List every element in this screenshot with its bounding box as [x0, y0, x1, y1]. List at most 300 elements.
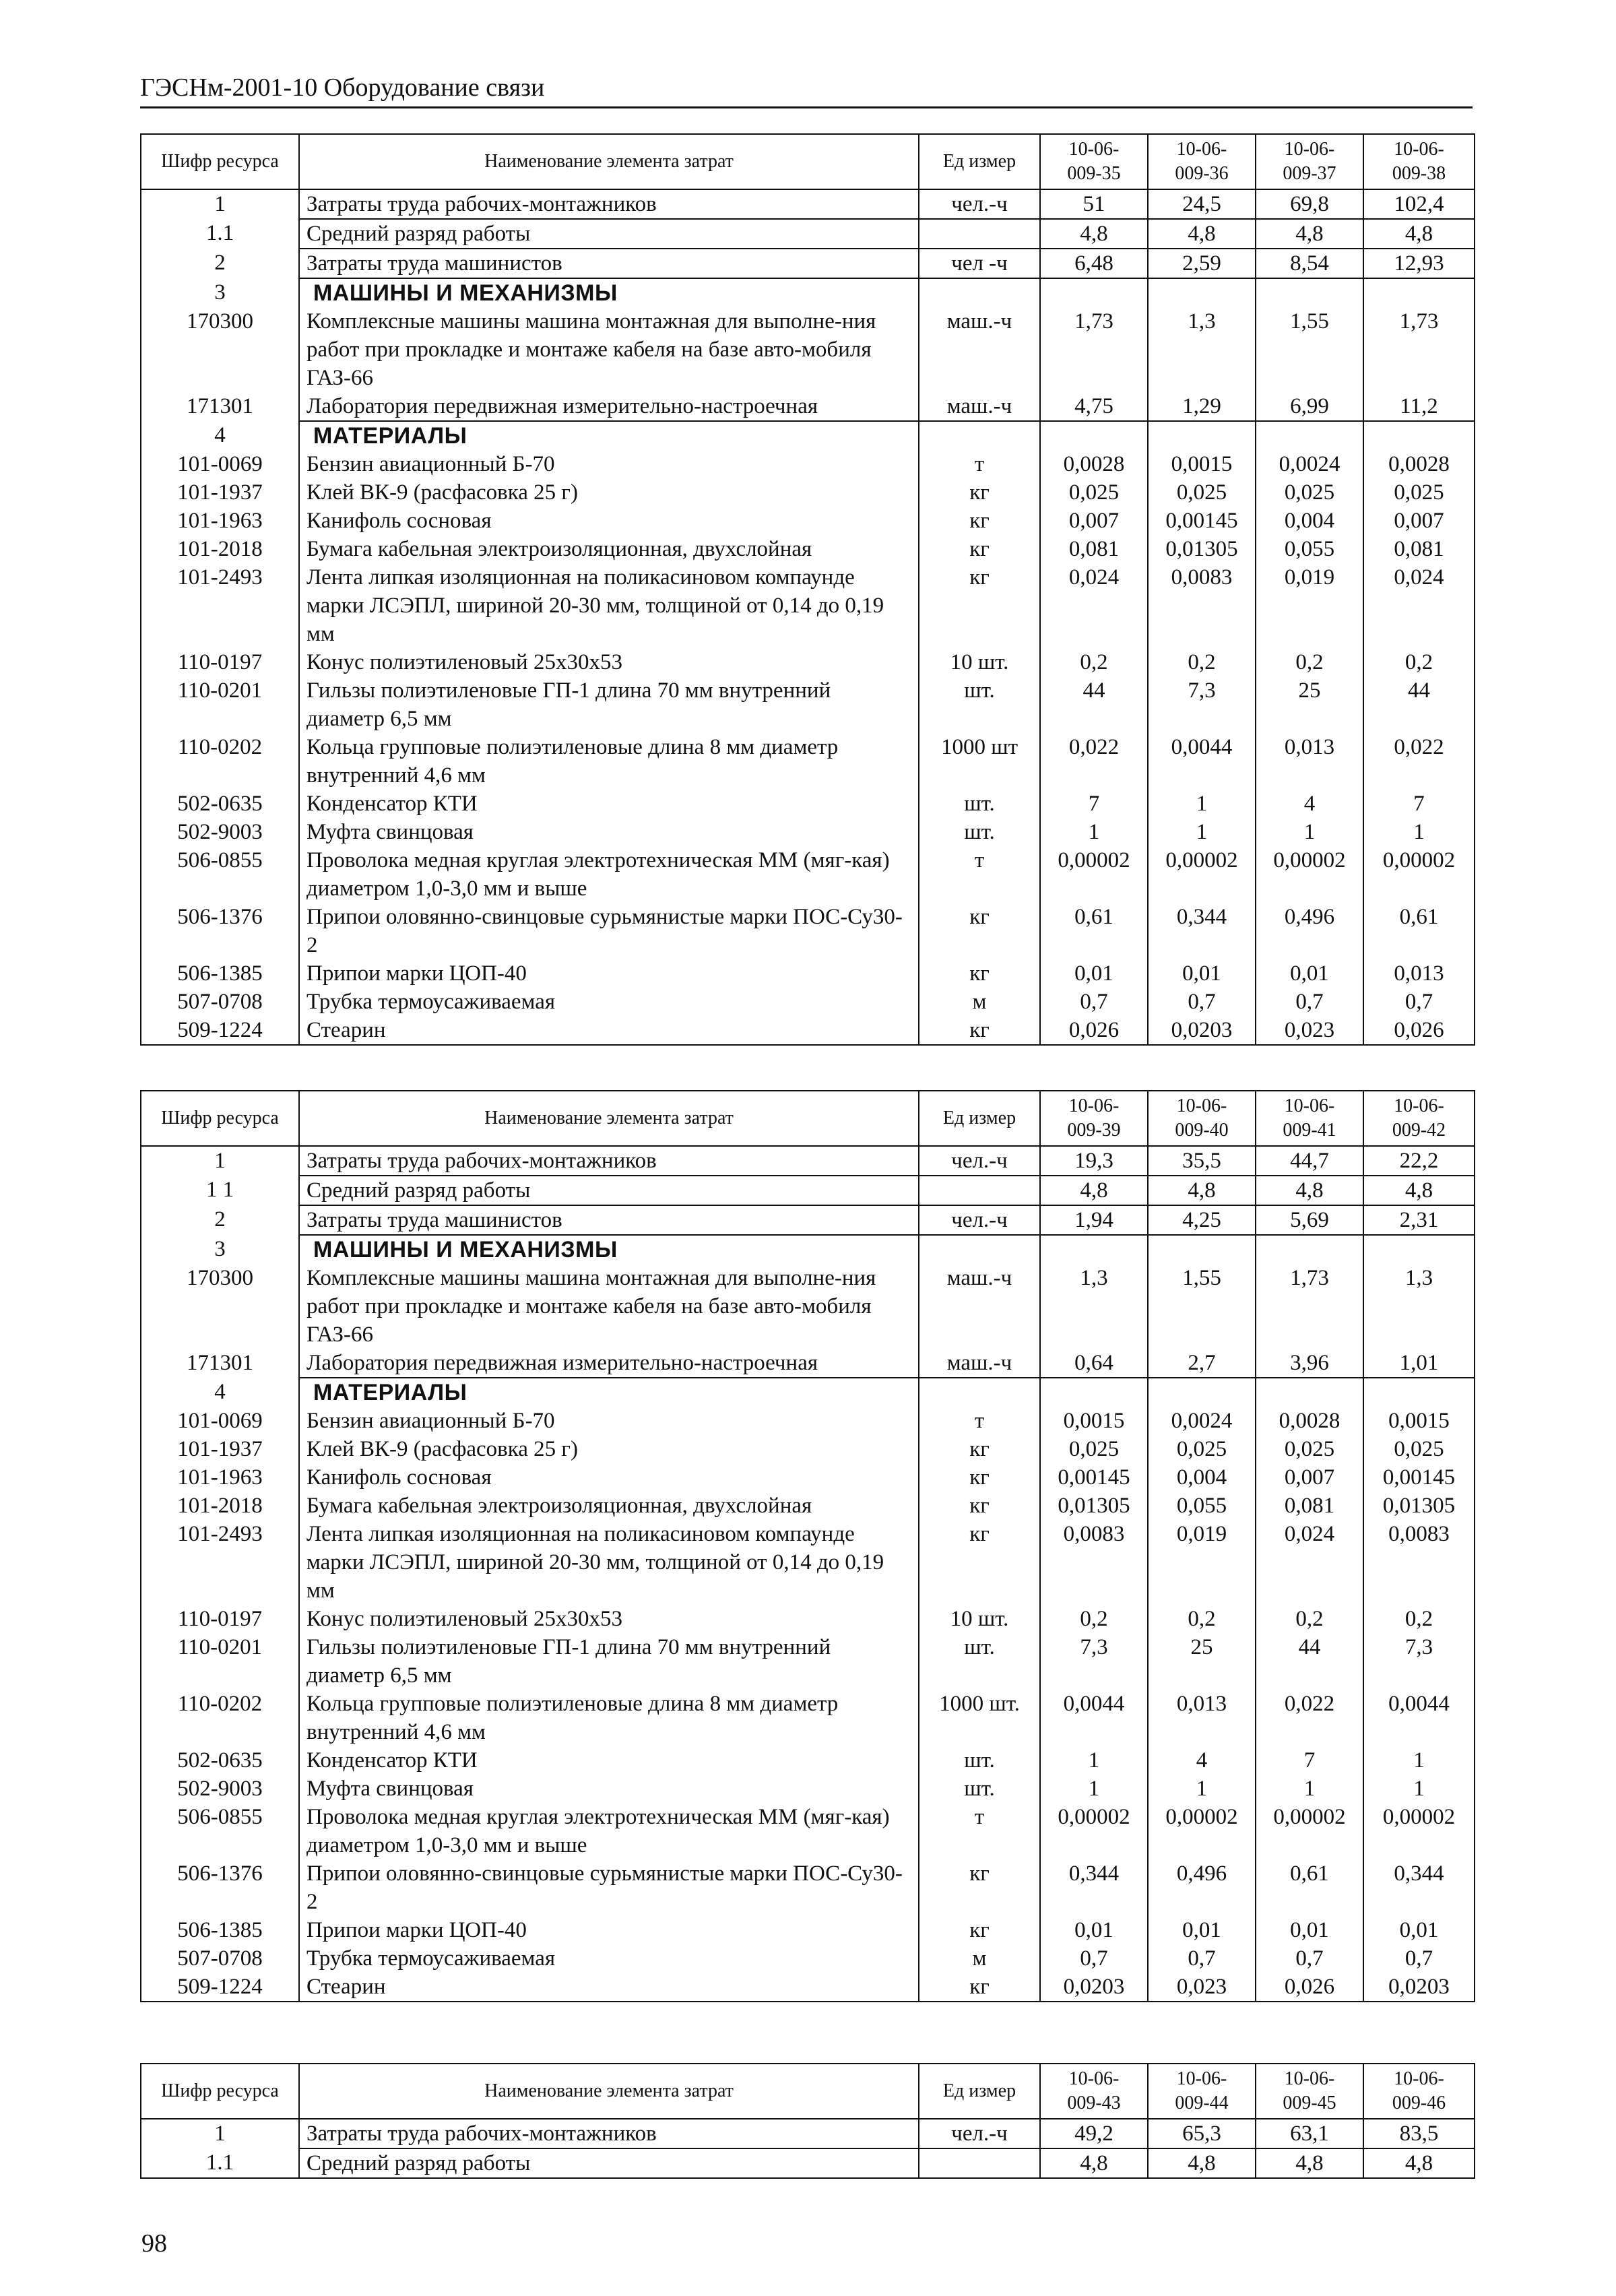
norm-value: 1 — [1256, 1775, 1363, 1803]
norm-value: 1,94 — [1040, 1205, 1148, 1235]
norm-value: 65,3 — [1148, 2119, 1256, 2148]
header-norm-code: 10-06- 009-36 — [1148, 134, 1256, 189]
header-code: Шифр ресурса — [141, 134, 299, 189]
norm-value — [1256, 1378, 1363, 1407]
norm-value: 1 — [1148, 790, 1256, 818]
table-row — [141, 1633, 1475, 1690]
section-row — [141, 278, 1475, 307]
page-header-title: ГЭСНм-2001-10 Оборудование связи — [140, 73, 545, 102]
resource-code: 101-1937 — [141, 1435, 299, 1463]
norm-value — [1148, 278, 1256, 307]
table-row — [141, 307, 1475, 392]
table-row — [141, 1463, 1475, 1492]
norm-value: 1 — [1148, 1775, 1256, 1803]
norm-value: 1,01 — [1363, 1349, 1475, 1378]
norm-value: 1,73 — [1256, 1264, 1363, 1349]
norm-value: 1 — [1040, 1775, 1148, 1803]
norm-value: 0,0083 — [1148, 563, 1256, 648]
unit-of-measure: т — [919, 1407, 1040, 1435]
norm-value: 0,00002 — [1040, 1803, 1148, 1859]
resource-name: Канифоль сосновая — [299, 1463, 919, 1492]
table-row — [141, 1492, 1475, 1520]
resource-name: Проволока медная круглая электротехническая ММ (мяг-кая) диаметром 1,0-3,0 мм и выше — [299, 846, 919, 903]
norm-value: 51 — [1040, 189, 1148, 219]
norm-value: 4,8 — [1363, 219, 1475, 249]
resource-code: 506-1385 — [141, 1916, 299, 1944]
norm-value: 4,8 — [1363, 2148, 1475, 2178]
table-row — [141, 648, 1475, 676]
norm-value: 49,2 — [1040, 2119, 1148, 2148]
norm-value: 0,013 — [1148, 1690, 1256, 1746]
table-row — [141, 507, 1475, 535]
norm-value: 0,0028 — [1040, 450, 1148, 478]
norm-value: 0,013 — [1256, 733, 1363, 790]
norm-value: 8,54 — [1256, 249, 1363, 278]
table-row — [141, 563, 1475, 648]
unit-of-measure: чел.-ч — [919, 2119, 1040, 2148]
header-norm-code: 10-06- 009-42 — [1363, 1091, 1475, 1146]
norm-value: 4,8 — [1040, 2148, 1148, 2178]
table-row — [141, 1205, 1475, 1235]
norm-value — [1256, 421, 1363, 450]
norm-value: 0,025 — [1040, 1435, 1148, 1463]
header-norm-code: 10-06- 009-44 — [1148, 2064, 1256, 2119]
resource-name: Припои марки ЦОП-40 — [299, 1916, 919, 1944]
unit-of-measure: маш.-ч — [919, 392, 1040, 421]
resource-name: МАШИНЫ И МЕХАНИЗМЫ — [299, 278, 919, 307]
resource-name: Припои оловянно-свинцовые сурьмянистые марки ПОС-Су30-2 — [299, 1859, 919, 1916]
resource-name: Бумага кабельная электроизоляционная, двухслойная — [299, 535, 919, 563]
table-row — [141, 733, 1475, 790]
resource-code: 101-1963 — [141, 507, 299, 535]
resource-code: 506-1376 — [141, 1859, 299, 1916]
norm-value: 1 — [1256, 818, 1363, 846]
norm-value: 0,025 — [1040, 478, 1148, 507]
resource-code: 1 — [141, 189, 299, 219]
norm-value: 0,7 — [1363, 988, 1475, 1016]
resource-code: 110-0197 — [141, 648, 299, 676]
norm-value: 1,3 — [1363, 1264, 1475, 1349]
norm-value — [1040, 1378, 1148, 1407]
norm-value: 0,0024 — [1256, 450, 1363, 478]
resource-name: Лента липкая изоляционная на поликасиновом компаунде марки ЛСЭПЛ, шириной 20-30 мм, толщиной от 0,14 до 0,19 мм — [299, 1520, 919, 1605]
table-header-row — [141, 1091, 1475, 1146]
norm-value: 0,013 — [1363, 959, 1475, 988]
norm-value: 24,5 — [1148, 189, 1256, 219]
table-row — [141, 1916, 1475, 1944]
resource-name: Конус полиэтиленовый 25х30х53 — [299, 648, 919, 676]
table-row — [141, 219, 1475, 249]
norm-value: 0,022 — [1040, 733, 1148, 790]
norm-value: 0,2 — [1256, 648, 1363, 676]
table-header-row — [141, 134, 1475, 189]
norm-value: 1 — [1363, 1775, 1475, 1803]
norm-value: 0,0015 — [1040, 1407, 1148, 1435]
norm-value: 0,00002 — [1148, 846, 1256, 903]
norm-value: 0,01 — [1148, 959, 1256, 988]
resource-code: 101-1963 — [141, 1463, 299, 1492]
resource-code: 170300 — [141, 307, 299, 392]
norm-value: 0,025 — [1256, 478, 1363, 507]
table-row — [141, 959, 1475, 988]
resource-code: 502-9003 — [141, 818, 299, 846]
unit-of-measure: чел -ч — [919, 249, 1040, 278]
norm-value: 44 — [1040, 676, 1148, 733]
norm-value: 5,69 — [1256, 1205, 1363, 1235]
header-rule — [140, 106, 1473, 108]
norm-value: 0,01 — [1363, 1916, 1475, 1944]
unit-of-measure: кг — [919, 1859, 1040, 1916]
norm-value: 0,00002 — [1256, 846, 1363, 903]
unit-of-measure: шт. — [919, 1746, 1040, 1775]
norm-value: 0,64 — [1040, 1349, 1148, 1378]
norm-value: 1,73 — [1363, 307, 1475, 392]
resource-code: 3 — [141, 1235, 299, 1264]
norm-value: 0,2 — [1363, 1605, 1475, 1633]
header-norm-code: 10-06- 009-46 — [1363, 2064, 1475, 2119]
norm-value: 4 — [1256, 790, 1363, 818]
norm-value: 0,01 — [1256, 959, 1363, 988]
header-name: Наименование элемента затрат — [299, 1091, 919, 1146]
resource-name: Затраты труда рабочих-монтажников — [299, 1146, 919, 1176]
norm-value: 7,3 — [1148, 676, 1256, 733]
resource-name: Бумага кабельная электроизоляционная, двухслойная — [299, 1492, 919, 1520]
unit-of-measure: кг — [919, 507, 1040, 535]
norm-value: 25 — [1148, 1633, 1256, 1690]
unit-of-measure — [919, 278, 1040, 307]
norm-value: 19,3 — [1040, 1146, 1148, 1176]
unit-of-measure: 10 шт. — [919, 1605, 1040, 1633]
norm-value: 0,022 — [1256, 1690, 1363, 1746]
unit-of-measure — [919, 1176, 1040, 1205]
norm-value: 0,0028 — [1363, 450, 1475, 478]
section-row — [141, 421, 1475, 450]
resource-name: Комплексные машины машина монтажная для выполне-ния работ при прокладке и монтаже кабеля на базе авто-мобиля ГАЗ-66 — [299, 307, 919, 392]
norm-value: 1 — [1148, 818, 1256, 846]
header-name: Наименование элемента затрат — [299, 134, 919, 189]
unit-of-measure: кг — [919, 1463, 1040, 1492]
norm-value: 0,0024 — [1148, 1407, 1256, 1435]
table-row — [141, 1146, 1475, 1176]
norm-value: 0,0044 — [1148, 733, 1256, 790]
resource-name: МАТЕРИАЛЫ — [299, 421, 919, 450]
norm-value: 22,2 — [1363, 1146, 1475, 1176]
norm-value: 0,023 — [1256, 1016, 1363, 1045]
resource-name: Канифоль сосновая — [299, 507, 919, 535]
resource-code: 506-1385 — [141, 959, 299, 988]
table-row — [141, 903, 1475, 959]
resource-code: 101-2018 — [141, 1492, 299, 1520]
unit-of-measure: шт. — [919, 1775, 1040, 1803]
norm-value: 1 — [1363, 1746, 1475, 1775]
resource-name: Комплексные машины машина монтажная для выполне-ния работ при прокладке и монтаже кабеля на базе авто-мобиля ГАЗ-66 — [299, 1264, 919, 1349]
header-norm-code: 10-06- 009-35 — [1040, 134, 1148, 189]
resource-code: 101-0069 — [141, 450, 299, 478]
header-unit: Ед измер — [919, 134, 1040, 189]
resource-code: 507-0708 — [141, 1944, 299, 1973]
resource-name: Стеарин — [299, 1016, 919, 1045]
resource-table-2 — [140, 1090, 1475, 2002]
unit-of-measure: кг — [919, 535, 1040, 563]
resource-name: МАШИНЫ И МЕХАНИЗМЫ — [299, 1235, 919, 1264]
norm-value — [1363, 1378, 1475, 1407]
norm-value: 1,55 — [1148, 1264, 1256, 1349]
norm-value: 0,7 — [1256, 988, 1363, 1016]
norm-value: 3,96 — [1256, 1349, 1363, 1378]
norm-value: 0,7 — [1040, 1944, 1148, 1973]
unit-of-measure: кг — [919, 903, 1040, 959]
unit-of-measure: чел.-ч — [919, 189, 1040, 219]
resource-code: 101-2493 — [141, 563, 299, 648]
norm-value: 4,8 — [1256, 219, 1363, 249]
resource-code: 502-9003 — [141, 1775, 299, 1803]
resource-name: Затраты труда рабочих-монтажников — [299, 2119, 919, 2148]
resource-name: Трубка термоусаживаемая — [299, 1944, 919, 1973]
unit-of-measure: кг — [919, 1016, 1040, 1045]
table-row — [141, 1016, 1475, 1045]
norm-value: 0,01 — [1148, 1916, 1256, 1944]
resource-code: 502-0635 — [141, 790, 299, 818]
table-row — [141, 1435, 1475, 1463]
resource-code: 4 — [141, 1378, 299, 1407]
unit-of-measure: шт. — [919, 1633, 1040, 1690]
resource-name: Припои марки ЦОП-40 — [299, 959, 919, 988]
norm-value: 0,0044 — [1363, 1690, 1475, 1746]
norm-value: 1 — [1040, 1746, 1148, 1775]
norm-value — [1148, 421, 1256, 450]
unit-of-measure: кг — [919, 1435, 1040, 1463]
table-row — [141, 1746, 1475, 1775]
norm-value: 44,7 — [1256, 1146, 1363, 1176]
table-row — [141, 2119, 1475, 2148]
norm-value: 0,344 — [1040, 1859, 1148, 1916]
table-header-row — [141, 2064, 1475, 2119]
table-row — [141, 818, 1475, 846]
resource-table-1 — [140, 133, 1475, 1046]
resource-name: Припои оловянно-свинцовые сурьмянистые марки ПОС-Су30-2 — [299, 903, 919, 959]
norm-value: 0,081 — [1256, 1492, 1363, 1520]
unit-of-measure: 1000 шт. — [919, 1690, 1040, 1746]
resource-name: Гильзы полиэтиленовые ГП-1 длина 70 мм внутренний диаметр 6,5 мм — [299, 1633, 919, 1690]
resource-name: Затраты труда машинистов — [299, 249, 919, 278]
resource-code: 2 — [141, 249, 299, 278]
unit-of-measure: чел.-ч — [919, 1205, 1040, 1235]
norm-value: 0,019 — [1256, 563, 1363, 648]
norm-value: 0,01 — [1040, 1916, 1148, 1944]
unit-of-measure — [919, 1235, 1040, 1264]
resource-name: Проволока медная круглая электротехническая ММ (мяг-кая) диаметром 1,0-3,0 мм и выше — [299, 1803, 919, 1859]
norm-value: 0,025 — [1148, 478, 1256, 507]
header-unit: Ед измер — [919, 1091, 1040, 1146]
norm-value: 0,344 — [1363, 1859, 1475, 1916]
unit-of-measure: кг — [919, 1492, 1040, 1520]
resource-code: 101-0069 — [141, 1407, 299, 1435]
norm-value: 0,004 — [1148, 1463, 1256, 1492]
resource-code: 101-2493 — [141, 1520, 299, 1605]
section-row — [141, 1378, 1475, 1407]
section-row — [141, 1235, 1475, 1264]
table-row — [141, 392, 1475, 421]
norm-value: 0,023 — [1148, 1973, 1256, 2002]
norm-value: 0,025 — [1256, 1435, 1363, 1463]
unit-of-measure — [919, 1378, 1040, 1407]
norm-value — [1363, 1235, 1475, 1264]
header-norm-code: 10-06- 009-39 — [1040, 1091, 1148, 1146]
table-row — [141, 1349, 1475, 1378]
resource-code: 110-0201 — [141, 1633, 299, 1690]
table-row — [141, 1944, 1475, 1973]
norm-value: 1,55 — [1256, 307, 1363, 392]
resource-code: 507-0708 — [141, 988, 299, 1016]
norm-value: 1 — [1363, 818, 1475, 846]
unit-of-measure — [919, 2148, 1040, 2178]
resource-code: 506-0855 — [141, 1803, 299, 1859]
norm-value: 2,7 — [1148, 1349, 1256, 1378]
header-norm-code: 10-06- 009-40 — [1148, 1091, 1256, 1146]
unit-of-measure: шт. — [919, 676, 1040, 733]
norm-value: 0,00002 — [1363, 1803, 1475, 1859]
unit-of-measure: кг — [919, 478, 1040, 507]
norm-value: 4 — [1148, 1746, 1256, 1775]
norm-value — [1256, 278, 1363, 307]
norm-value: 0,025 — [1363, 1435, 1475, 1463]
norm-value: 0,00002 — [1040, 846, 1148, 903]
norm-value: 0,0015 — [1148, 450, 1256, 478]
norm-value: 102,4 — [1363, 189, 1475, 219]
resource-code: 1 — [141, 2119, 299, 2148]
resource-name: Средний разряд работы — [299, 1176, 919, 1205]
resource-name: Лаборатория передвижная измерительно-настроечная — [299, 1349, 919, 1378]
norm-value: 0,081 — [1040, 535, 1148, 563]
header-norm-code: 10-06- 009-43 — [1040, 2064, 1148, 2119]
norm-value: 0,055 — [1148, 1492, 1256, 1520]
resource-name: Кольца групповые полиэтиленовые длина 8 мм диаметр внутренний 4,6 мм — [299, 1690, 919, 1746]
resource-name: Клей ВК-9 (расфасовка 25 г) — [299, 478, 919, 507]
table-row — [141, 846, 1475, 903]
resource-name: Затраты труда машинистов — [299, 1205, 919, 1235]
table-row — [141, 1690, 1475, 1746]
norm-value: 0,026 — [1040, 1016, 1148, 1045]
norm-value: 1 — [1040, 818, 1148, 846]
norm-value: 7 — [1040, 790, 1148, 818]
norm-value: 25 — [1256, 676, 1363, 733]
resource-code: 170300 — [141, 1264, 299, 1349]
unit-of-measure: чел.-ч — [919, 1146, 1040, 1176]
norm-value: 44 — [1256, 1633, 1363, 1690]
table-row — [141, 1605, 1475, 1633]
unit-of-measure: маш.-ч — [919, 1264, 1040, 1349]
resource-code: 4 — [141, 421, 299, 450]
resource-name: Клей ВК-9 (расфасовка 25 г) — [299, 1435, 919, 1463]
resource-code: 171301 — [141, 392, 299, 421]
resource-name: Затраты труда рабочих-монтажников — [299, 189, 919, 219]
norm-value: 0,7 — [1148, 1944, 1256, 1973]
table-row — [141, 535, 1475, 563]
norm-value: 0,026 — [1363, 1016, 1475, 1045]
norm-value: 0,081 — [1363, 535, 1475, 563]
norm-value: 2,59 — [1148, 249, 1256, 278]
resource-name: Трубка термоусаживаемая — [299, 988, 919, 1016]
norm-value: 0,2 — [1148, 648, 1256, 676]
resource-code: 110-0197 — [141, 1605, 299, 1633]
norm-value: 69,8 — [1256, 189, 1363, 219]
resource-code: 1.1 — [141, 219, 299, 249]
resource-name: Конус полиэтиленовый 25х30х53 — [299, 1605, 919, 1633]
table-row — [141, 1775, 1475, 1803]
norm-value: 0,007 — [1040, 507, 1148, 535]
resource-name: Бензин авиационный Б-70 — [299, 450, 919, 478]
resource-code: 2 — [141, 1205, 299, 1235]
norm-value: 0,0015 — [1363, 1407, 1475, 1435]
norm-value: 0,0044 — [1040, 1690, 1148, 1746]
table-row — [141, 1520, 1475, 1605]
norm-value: 35,5 — [1148, 1146, 1256, 1176]
norm-value: 0,61 — [1363, 903, 1475, 959]
norm-value: 0,496 — [1148, 1859, 1256, 1916]
norm-value: 0,0203 — [1040, 1973, 1148, 2002]
norm-value: 0,00002 — [1148, 1803, 1256, 1859]
unit-of-measure — [919, 219, 1040, 249]
table-row — [141, 790, 1475, 818]
norm-value: 4,8 — [1148, 2148, 1256, 2178]
resource-code: 502-0635 — [141, 1746, 299, 1775]
resource-code: 1 1 — [141, 1176, 299, 1205]
norm-value: 0,024 — [1363, 563, 1475, 648]
norm-value: 1,3 — [1040, 1264, 1148, 1349]
table-row — [141, 676, 1475, 733]
unit-of-measure: 10 шт. — [919, 648, 1040, 676]
norm-value: 11,2 — [1363, 392, 1475, 421]
unit-of-measure: т — [919, 450, 1040, 478]
norm-value: 4,8 — [1256, 1176, 1363, 1205]
resource-code: 509-1224 — [141, 1016, 299, 1045]
resource-name: Муфта свинцовая — [299, 818, 919, 846]
resource-code: 110-0201 — [141, 676, 299, 733]
norm-value: 4,8 — [1148, 219, 1256, 249]
header-norm-code: 10-06- 009-38 — [1363, 134, 1475, 189]
resource-name: Стеарин — [299, 1973, 919, 2002]
header-unit: Ед измер — [919, 2064, 1040, 2119]
unit-of-measure: м — [919, 1944, 1040, 1973]
table-row — [141, 1407, 1475, 1435]
resource-name: Гильзы полиэтиленовые ГП-1 длина 70 мм внутренний диаметр 6,5 мм — [299, 676, 919, 733]
norm-value: 0,0028 — [1256, 1407, 1363, 1435]
norm-value: 7,3 — [1040, 1633, 1148, 1690]
unit-of-measure: т — [919, 846, 1040, 903]
norm-value: 0,7 — [1256, 1944, 1363, 1973]
norm-value: 4,8 — [1040, 219, 1148, 249]
norm-value: 0,019 — [1148, 1520, 1256, 1605]
norm-value: 7 — [1363, 790, 1475, 818]
norm-value: 4,25 — [1148, 1205, 1256, 1235]
resource-code: 3 — [141, 278, 299, 307]
norm-value: 0,00145 — [1040, 1463, 1148, 1492]
norm-value: 0,2 — [1040, 1605, 1148, 1633]
norm-value: 0,00002 — [1256, 1803, 1363, 1859]
norm-value: 0,0083 — [1040, 1520, 1148, 1605]
norm-value: 0,0203 — [1148, 1016, 1256, 1045]
page-number: 98 — [141, 2229, 167, 2258]
norm-value: 0,00145 — [1148, 507, 1256, 535]
norm-value: 7 — [1256, 1746, 1363, 1775]
norm-value: 63,1 — [1256, 2119, 1363, 2148]
header-code: Шифр ресурса — [141, 2064, 299, 2119]
resource-code: 110-0202 — [141, 1690, 299, 1746]
norm-value: 0,007 — [1363, 507, 1475, 535]
norm-value: 0,7 — [1148, 988, 1256, 1016]
table-row — [141, 189, 1475, 219]
norm-value — [1148, 1378, 1256, 1407]
